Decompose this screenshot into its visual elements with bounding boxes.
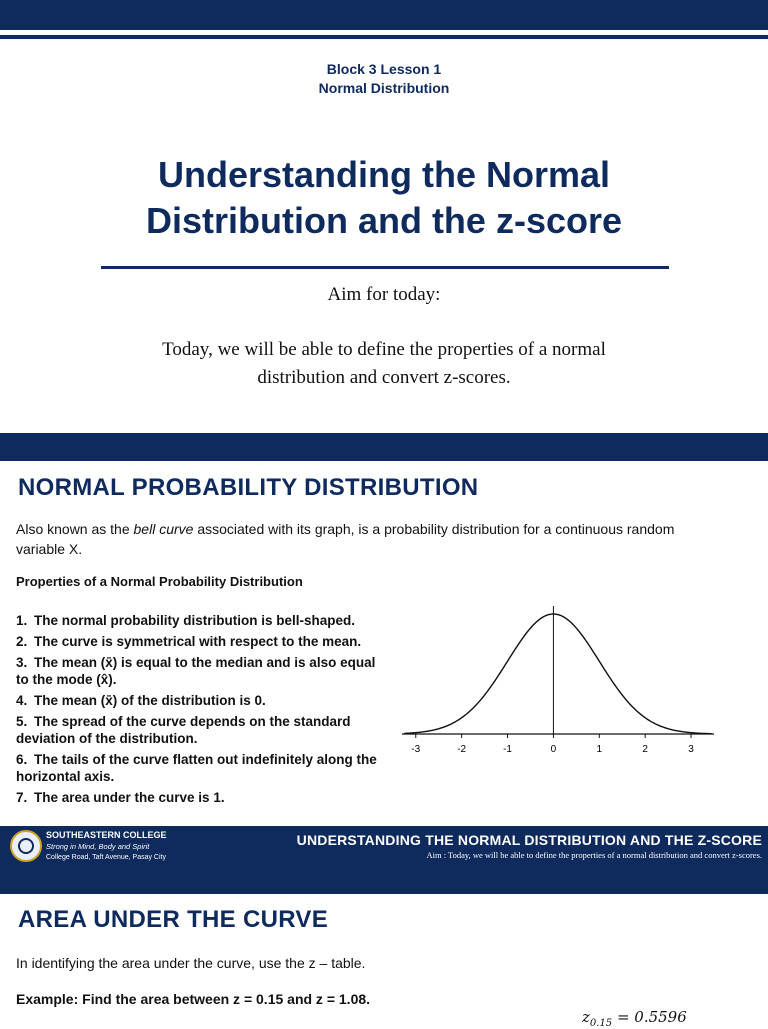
page-title: Understanding the Normal Distribution and the z-score: [145, 154, 623, 241]
section-bar: [0, 433, 768, 461]
school-name: SOUTHEASTERN COLLEGE: [46, 830, 167, 840]
lesson-topic: Normal Distribution: [318, 80, 450, 96]
property-num: 5.: [16, 714, 28, 729]
aim-heading: Aim for today:: [327, 284, 441, 305]
property-text: The mean (x̄) is equal to the median and is also equal to the mode (x̂).: [16, 655, 376, 687]
property-item: [16, 633, 386, 650]
aim-text: Today, we will be able to define the properties of a normal distribution and convert z-scores.: [162, 339, 606, 388]
college-seal-icon: [10, 830, 42, 862]
area-example: Example: Find the area between z = 0.15 and z = 1.08.: [16, 991, 371, 1007]
property-item: [16, 713, 386, 747]
property-text: The mean (x̄) of the distribution is 0.: [34, 693, 266, 708]
bell-curve-chart: [392, 596, 722, 766]
school-address: College Road, Taft Avenue, Pasay City: [46, 854, 166, 861]
footer-aim: Aim : Today, we will be able to define the properties of a normal distribution and convert z-scores.: [426, 850, 762, 860]
z-var: z: [582, 1008, 590, 1026]
property-text: The curve is symmetrical with respect to the mean.: [34, 634, 362, 649]
z-value: = 0.5596: [612, 1008, 687, 1026]
z-formula: [582, 1008, 687, 1029]
property-item: [16, 654, 386, 688]
lesson-label: [0, 60, 768, 98]
top-stripe: [0, 35, 768, 39]
property-num: 6.: [16, 752, 28, 767]
lesson-block: Block 3 Lesson 1: [326, 61, 442, 77]
property-num: 2.: [16, 634, 28, 649]
footer-title: UNDERSTANDING THE NORMAL DISTRIBUTION AND THE Z-SCORE: [296, 832, 762, 848]
intro-em: bell curve: [133, 521, 194, 537]
x-tick-label: 3: [688, 744, 694, 755]
bell-curve-line: [404, 614, 711, 734]
x-tick-label: 2: [642, 744, 648, 755]
property-text: The tails of the curve flatten out indefinitely along the horizontal axis.: [16, 752, 377, 784]
property-num: 4.: [16, 693, 28, 708]
top-bar: [0, 0, 768, 30]
property-text: The normal probability distribution is bell-shaped.: [34, 613, 356, 628]
area-text: In identifying the area under the curve, use the z – table.: [16, 955, 366, 971]
property-item: [16, 751, 386, 785]
school-motto: Strong in Mind, Body and Spirit: [46, 842, 150, 851]
z-sub: 0.15: [589, 1018, 613, 1029]
x-tick-label: -1: [503, 744, 512, 755]
intro-pre: Also known as the: [16, 521, 134, 537]
footer-bar: [0, 826, 768, 866]
section-bar-2: [0, 866, 768, 894]
property-item: [16, 789, 386, 806]
x-tick-label: 0: [550, 744, 557, 755]
title-divider: [101, 266, 669, 269]
x-tick-label: 1: [596, 744, 603, 755]
x-tick-label: -3: [411, 744, 421, 755]
intro-paragraph: [16, 519, 716, 559]
properties-list: [16, 612, 386, 810]
property-num: 1.: [16, 613, 28, 628]
section-heading-normal: NORMAL PROBABILITY DISTRIBUTION: [18, 474, 479, 501]
property-item: [16, 692, 386, 709]
property-num: 7.: [16, 790, 28, 805]
property-text: The spread of the curve depends on the standard deviation of the distribution.: [16, 714, 351, 746]
properties-title: Properties of a Normal Probability Distribution: [16, 574, 303, 589]
intro-post: associated with its graph, is a probability distribution for a continuous random variable X.: [16, 521, 675, 557]
property-item: [16, 612, 386, 629]
property-text: The area under the curve is 1.: [34, 790, 225, 805]
section-heading-area: AREA UNDER THE CURVE: [18, 906, 329, 933]
x-tick-label: -2: [457, 744, 467, 755]
property-num: 3.: [16, 655, 28, 670]
